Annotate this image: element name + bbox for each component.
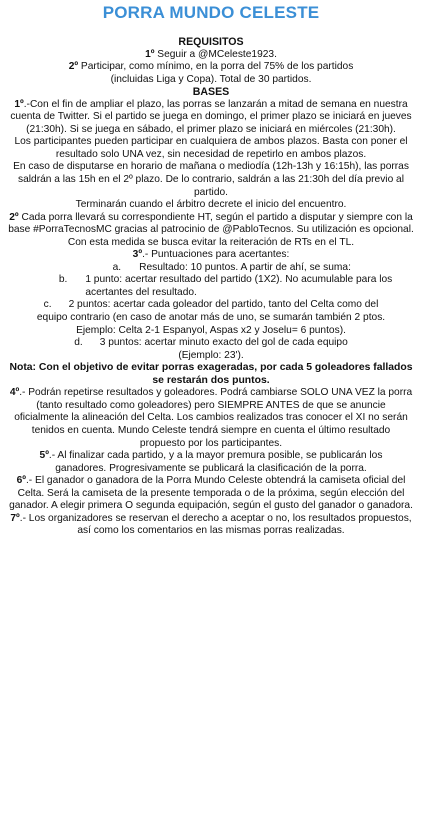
bases-heading: BASES — [192, 86, 230, 99]
puntuacion-item: a. Resultado: 10 puntos. A partir de ahí, se suma: — [112, 261, 351, 273]
base-4: 4º.- Podrán repetirse resultados y goleadores. Podrá cambiarse SOLO UNA VEZ la porra (tanto resultado como goleadores) pero SIEMPRE ANTES de que se anuncie oficialmente la alineación del Celta. Los cambios realizados tras conocer el XI no serán tenidos en cuenta. Mundo Celeste tendrá siempre en cuenta el último resultado propuesto por los participantes. — [9, 387, 413, 449]
base-3: 3º.- Puntuaciones para acertantes: — [132, 249, 290, 261]
base-1: 1º.-Con el fin de ampliar el plazo, las porras se lanzarán a mitad de semana en nuestra cuenta de Twitter. Si el partido se juega en domingo, el primer plazo se iniciará en jueves (21:30h). Si se juega en sábado, el primer plazo se iniciará en miércoles (21:30h). — [10, 98, 412, 135]
requisito-2: 2º Participar, como mínimo, en la porra del 75% de los partidos (incluidas Liga y Copa). Total de 30 partidos. — [68, 61, 354, 85]
base-6: 6º.- El ganador o ganadora de la Porra Mundo Celeste obtendrá la camiseta oficial del Celta. Será la camiseta de la presente temporada o de la próxima, según elección del ganador. A elegir primera O segunda equipación, según el gusto del ganador o ganadora. — [9, 475, 413, 512]
document-body — [8, 36, 414, 538]
requisito-1: 1º Seguir a @MCeleste1923. — [145, 48, 277, 60]
base-5: 5º.- Al finalizar cada partido, y a la mayor premura posible, se publicarán los ganadores. Progresivamente se publicará la clasificación de la porra. — [39, 450, 383, 474]
base-1-fin: Terminarán cuando el árbitro decrete el inicio del encuentro. — [75, 199, 347, 211]
base-1-plazos: Los participantes pueden participar en cualquiera de ambos plazos. Basta con poner el resultado solo UNA vez, sin necesidad de repetirlo en ambos plazos. — [14, 136, 408, 160]
page-title: PORRA MUNDO CELESTE — [102, 3, 320, 22]
puntuacion-list — [8, 262, 414, 300]
puntuacion-item-c: c. 2 puntos: acertar cada goleador del partido, tanto del Celta como del equipo contrario (en caso de anotar más de uno, se sumarán también 2 ptos. Ejemplo: Celta 2-1 Espanyol, Aspas x2 y Joselu= 6 puntos). — [36, 299, 386, 336]
base-7: 7º.- Los organizadores se reservan el derecho a aceptar o no, los resultados propuestos, así como los comentarios en las mismas porras realizadas. — [10, 512, 412, 537]
nota: Nota: Con el objetivo de evitar porras exageradas, por cada 5 goleadores fallados se restarán dos puntos. — [9, 362, 413, 386]
base-2: 2º Cada porra llevará su correspondiente HT, según el partido a disputar y siempre con la base #PorraTecnosMC gracias al patrocinio de @PabloTecnos. Su utilización es opcional. Con esta medida se busca evitar la reiteración de RTs en el TL. — [8, 211, 414, 248]
base-1-horario: En caso de disputarse en horario de mañana o mediodía (12h-13h y 16:15h), las porras saldrán a las 15h en el 2º plazo. De lo contrario, saldrán a las 21:30h del día previo al partido. — [13, 161, 409, 198]
page — [0, 2, 422, 814]
requisitos-heading: REQUISITOS — [178, 36, 244, 48]
puntuacion-item: b. 1 punto: acertar resultado del partido (1X2). No acumulable para los acertantes del resultado. — [58, 274, 393, 298]
puntuacion-item-d: d. 3 puntos: acertar minuto exacto del gol de cada equipo (Ejemplo: 23'). — [74, 337, 348, 361]
